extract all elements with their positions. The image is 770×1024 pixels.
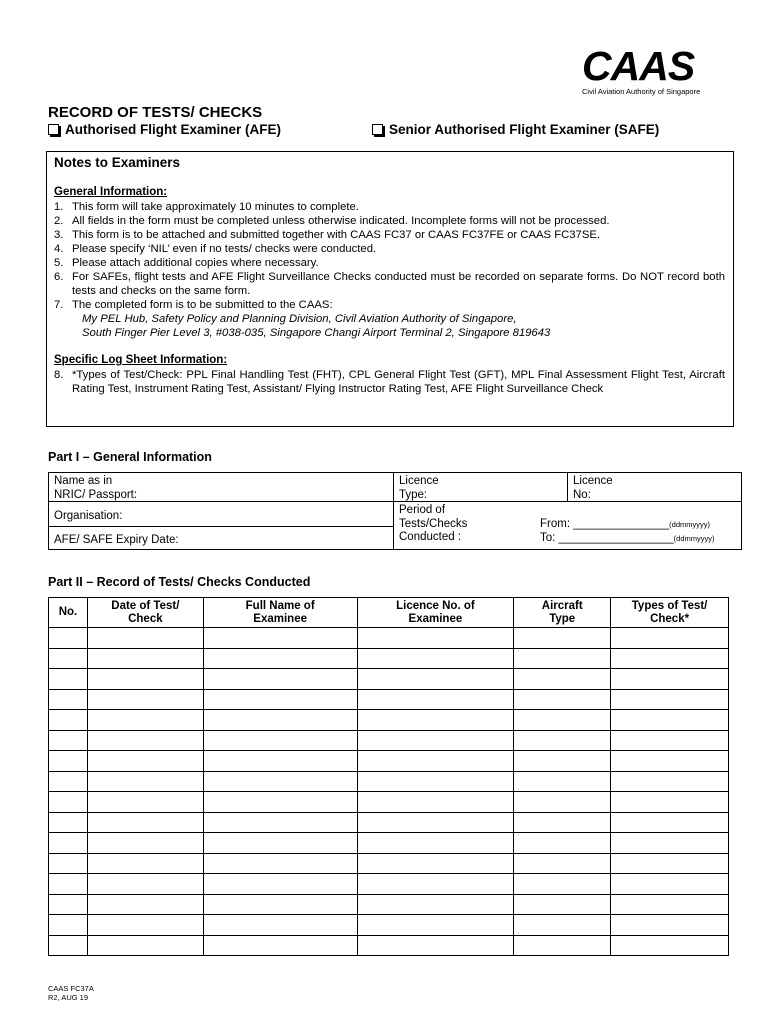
column-header-line-2: Examinee [253, 612, 307, 625]
table-row [49, 648, 729, 669]
table-cell[interactable] [514, 915, 611, 936]
column-header [49, 598, 88, 628]
to-date-format: (ddmmyyyy) [673, 534, 715, 543]
table-cell[interactable] [357, 771, 514, 792]
name-label-2: NRIC/ Passport: [54, 488, 138, 501]
table-cell[interactable] [49, 894, 88, 915]
column-header-line-2: Check* [650, 612, 690, 625]
licence-no-label-2: No: [573, 488, 591, 501]
column-header-line-1: Date of Test/ [111, 599, 180, 612]
general-info-item [54, 270, 725, 298]
table-cell[interactable] [514, 812, 611, 833]
table-cell[interactable] [203, 894, 357, 915]
organisation-label: Organisation: [54, 510, 123, 522]
table-row [49, 689, 729, 710]
table-cell[interactable] [87, 792, 203, 813]
table-cell[interactable] [357, 812, 514, 833]
record-table [48, 597, 729, 956]
table-cell[interactable] [87, 648, 203, 669]
period-label [394, 503, 472, 546]
table-cell[interactable] [203, 669, 357, 690]
to-date-field[interactable] [535, 531, 720, 547]
item-text: All fields in the form must be completed unless otherwise indicated. Incomplete forms will not be processed. [72, 215, 610, 227]
table-cell[interactable] [357, 648, 514, 669]
column-header [357, 598, 514, 628]
table-cell[interactable] [49, 853, 88, 874]
column-header-line-2: Examinee [408, 612, 463, 625]
item-number: 2. [54, 215, 64, 227]
logo-mark: CAAS [582, 43, 695, 89]
table-cell[interactable] [49, 669, 88, 690]
table-cell[interactable] [203, 648, 357, 669]
part2-title: Part II – Record of Tests/ Checks Conducted [48, 575, 311, 589]
column-header-line-1: Full Name of [245, 599, 315, 612]
table-cell[interactable] [357, 730, 514, 751]
table-cell[interactable] [87, 689, 203, 710]
table-cell[interactable] [611, 915, 729, 936]
column-header [514, 598, 611, 628]
table-cell[interactable] [203, 874, 357, 895]
table-cell[interactable] [87, 771, 203, 792]
table-cell[interactable] [611, 833, 729, 854]
item-number: 5. [54, 257, 64, 269]
table-cell[interactable] [357, 710, 514, 731]
general-info-table [48, 472, 742, 550]
footer [48, 984, 94, 1002]
table-row [49, 812, 729, 833]
licence-type-label-2: Type: [399, 488, 428, 501]
table-cell[interactable] [87, 894, 203, 915]
table-cell[interactable] [357, 792, 514, 813]
licence-type-label-1: Licence [399, 475, 439, 487]
table-cell[interactable] [49, 792, 88, 813]
safe-checkbox[interactable] [372, 124, 383, 135]
table-cell[interactable] [49, 730, 88, 751]
caas-logo [582, 44, 722, 96]
table-cell[interactable] [514, 833, 611, 854]
table-row [49, 853, 729, 874]
column-header-line-1: Aircraft [541, 599, 583, 612]
table-cell[interactable] [611, 853, 729, 874]
licence-no-label-1: Licence [573, 475, 613, 487]
table-cell[interactable] [49, 771, 88, 792]
table-cell[interactable] [611, 628, 729, 649]
table-cell[interactable] [203, 771, 357, 792]
period-label-2: Tests/Checks [399, 517, 468, 530]
table-cell[interactable] [514, 751, 611, 772]
table-cell[interactable] [357, 853, 514, 874]
notes-box [46, 151, 734, 427]
item-number: 3. [54, 229, 64, 241]
table-cell[interactable] [87, 710, 203, 731]
table-cell[interactable] [203, 833, 357, 854]
table-cell[interactable] [611, 710, 729, 731]
logo-subtitle: Civil Aviation Authority of Singapore [582, 87, 701, 96]
general-info-item [54, 228, 725, 242]
table-row [49, 833, 729, 854]
safe-option[interactable] [372, 122, 659, 137]
column-header-line-1: Licence No. of [396, 599, 475, 612]
table-row [49, 628, 729, 649]
expiry-field[interactable] [49, 533, 184, 549]
form-title: RECORD OF TESTS/ CHECKS [48, 104, 263, 121]
form-code: CAAS FC37A [48, 984, 94, 993]
table-cell[interactable] [357, 628, 514, 649]
address-line-1: My PEL Hub, Safety Policy and Planning Division, Civil Aviation Authority of Singapore, [82, 313, 517, 325]
table-cell[interactable] [514, 853, 611, 874]
table-cell[interactable] [611, 812, 729, 833]
column-header-line-2: Check [128, 612, 163, 625]
table-cell[interactable] [357, 874, 514, 895]
table-cell[interactable] [87, 833, 203, 854]
general-info-item [54, 256, 725, 270]
table-cell[interactable] [49, 874, 88, 895]
column-header [87, 598, 203, 628]
table-cell[interactable] [357, 894, 514, 915]
specific-info-heading: Specific Log Sheet Information: [54, 354, 228, 366]
period-label-1: Period of [399, 504, 446, 516]
item-text: This form is to be attached and submitted together with CAAS FC37 or CAAS FC37FE or CAAS FC37SE. [72, 229, 601, 241]
item-text: The completed form is to be submitted to the CAAS: [72, 299, 333, 311]
part1-title: Part I – General Information [48, 450, 212, 464]
table-cell[interactable] [514, 669, 611, 690]
record-table-header [49, 598, 729, 628]
item-number: 6. [54, 271, 64, 283]
afe-checkbox[interactable] [48, 124, 59, 135]
table-cell[interactable] [514, 874, 611, 895]
table-cell[interactable] [87, 935, 203, 956]
table-cell[interactable] [203, 792, 357, 813]
table-cell[interactable] [203, 853, 357, 874]
table-cell[interactable] [87, 915, 203, 936]
licence-no-field[interactable] [568, 474, 618, 503]
afe-option[interactable] [48, 122, 281, 137]
from-date-format: (ddmmyyyy) [669, 520, 710, 529]
table-cell[interactable] [203, 628, 357, 649]
item-number: 1. [54, 201, 64, 213]
organisation-field[interactable] [49, 509, 127, 525]
form-revision: R2, AUG 19 [48, 993, 89, 1002]
notes-title: Notes to Examiners [54, 155, 181, 170]
general-info-item [54, 200, 725, 214]
table-row [49, 935, 729, 956]
table-cell[interactable] [514, 771, 611, 792]
general-info-item [54, 242, 725, 256]
table-row [49, 894, 729, 915]
general-info-list [54, 200, 725, 312]
column-header [611, 598, 729, 628]
table-cell[interactable] [203, 751, 357, 772]
licence-type-field[interactable] [394, 474, 444, 503]
table-cell[interactable] [203, 812, 357, 833]
table-row [49, 751, 729, 772]
item-text: Please specify ‘NIL’ even if no tests/ checks were conducted. [72, 243, 377, 255]
table-cell[interactable] [87, 751, 203, 772]
general-info-heading: General Information: [54, 186, 168, 198]
table-cell[interactable] [203, 915, 357, 936]
item-text: Please attach additional copies where necessary. [72, 257, 319, 269]
table-cell[interactable] [87, 853, 203, 874]
table-cell[interactable] [87, 628, 203, 649]
table-cell[interactable] [514, 792, 611, 813]
safe-option-label: Senior Authorised Flight Examiner (SAFE) [389, 122, 660, 137]
specific-info-item [54, 368, 725, 396]
table-cell[interactable] [49, 915, 88, 936]
table-cell[interactable] [49, 628, 88, 649]
name-label-1: Name as in [54, 475, 113, 487]
table-cell[interactable] [611, 648, 729, 669]
item-number: 7. [54, 299, 64, 311]
column-header [203, 598, 357, 628]
table-cell[interactable] [49, 751, 88, 772]
table-cell[interactable] [49, 935, 88, 956]
table-cell[interactable] [514, 628, 611, 649]
table-row [49, 792, 729, 813]
general-info-item [54, 214, 725, 228]
table-cell[interactable] [49, 812, 88, 833]
table-cell[interactable] [514, 935, 611, 956]
table-row [49, 710, 729, 731]
table-cell[interactable] [49, 710, 88, 731]
table-cell[interactable] [357, 689, 514, 710]
table-cell[interactable] [87, 874, 203, 895]
period-label-3: Conducted : [399, 531, 462, 543]
item-text: This form will take approximately 10 minutes to complete. [72, 201, 359, 213]
table-cell[interactable] [514, 689, 611, 710]
column-header-line-2: Type [549, 612, 576, 625]
table-cell[interactable] [611, 874, 729, 895]
column-header-line-1: No. [58, 606, 78, 618]
table-cell[interactable] [357, 915, 514, 936]
item-text: For SAFEs, flight tests and AFE Flight Surveillance Checks conducted must be recorded on separate forms. Do NOT record both tests and checks on the same form. [72, 271, 725, 297]
table-cell[interactable] [611, 751, 729, 772]
item-text: *Types of Test/Check: PPL Final Handling Test (FHT), CPL General Flight Test (GFT), MPL Final Assessment Flight Test, Aircraft Rating Test, Instrument Rating Test, Assistant/ Flying Instructor Rating Test, AFE Flight Surveillance Check [72, 369, 725, 395]
table-cell[interactable] [49, 689, 88, 710]
table-cell[interactable] [203, 935, 357, 956]
specific-info-list [54, 368, 725, 396]
item-number: 8. [54, 369, 64, 381]
table-cell[interactable] [514, 648, 611, 669]
table-row [49, 915, 729, 936]
table-cell[interactable] [49, 833, 88, 854]
table-row [49, 669, 729, 690]
table-cell[interactable] [611, 935, 729, 956]
table-cell[interactable] [87, 669, 203, 690]
afe-option-label: Authorised Flight Examiner (AFE) [65, 122, 282, 137]
table-cell[interactable] [203, 689, 357, 710]
table-row [49, 771, 729, 792]
table-cell[interactable] [611, 669, 729, 690]
table-cell[interactable] [611, 792, 729, 813]
table-cell[interactable] [87, 812, 203, 833]
table-cell[interactable] [357, 935, 514, 956]
address-line-2: South Finger Pier Level 3, #038-035, Singapore Changi Airport Terminal 2, Singapore 819643 [82, 327, 551, 339]
expiry-label: AFE/ SAFE Expiry Date: [54, 534, 179, 546]
general-info-item [54, 298, 725, 312]
table-cell[interactable] [611, 689, 729, 710]
table-cell[interactable] [203, 730, 357, 751]
table-cell[interactable] [49, 648, 88, 669]
table-cell[interactable] [357, 833, 514, 854]
table-row [49, 874, 729, 895]
from-label: From: _______________ [540, 518, 670, 530]
table-cell[interactable] [514, 730, 611, 751]
table-cell[interactable] [611, 894, 729, 915]
to-label: To: __________________ [540, 532, 674, 544]
table-cell[interactable] [514, 894, 611, 915]
table-cell[interactable] [87, 730, 203, 751]
table-cell[interactable] [357, 669, 514, 690]
table-cell[interactable] [357, 751, 514, 772]
item-number: 4. [54, 243, 64, 255]
table-cell[interactable] [611, 730, 729, 751]
table-row [49, 730, 729, 751]
name-field[interactable] [49, 474, 142, 503]
table-cell[interactable] [514, 710, 611, 731]
table-cell[interactable] [203, 710, 357, 731]
column-header-line-1: Types of Test/ [631, 599, 708, 612]
table-cell[interactable] [611, 771, 729, 792]
